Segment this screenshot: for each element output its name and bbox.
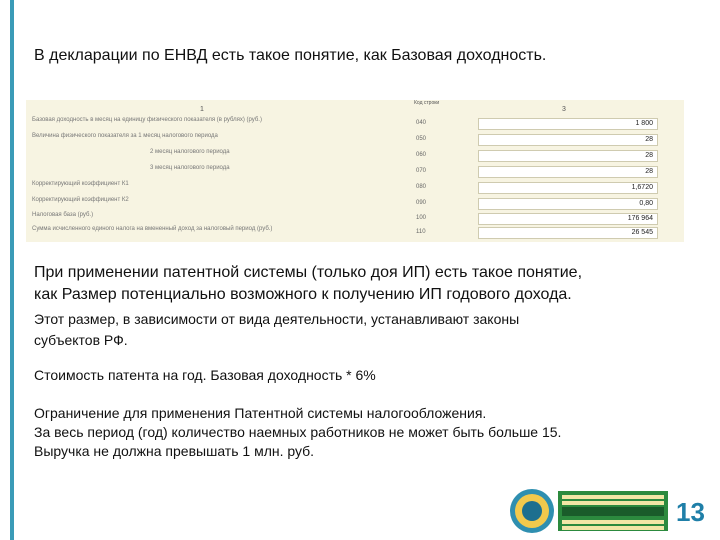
form-row-value: 28 <box>645 168 653 175</box>
company-emblem-icon <box>510 489 554 533</box>
form-row-label: Корректирующий коэффициент К1 <box>32 181 129 187</box>
slide-title: В декларации по ЕНВД есть такое понятие, как Базовая доходность. <box>34 47 547 64</box>
patent-cost-text: Стоимость патента на год. Базовая доходность * 6% <box>34 367 376 383</box>
form-row-value: 1,6720 <box>631 184 653 191</box>
form-row-box <box>478 227 658 239</box>
form-row <box>26 181 684 196</box>
form-row <box>26 149 684 164</box>
form-row-code: 080 <box>416 184 427 190</box>
form-row-box <box>478 118 658 130</box>
patent-intro-text <box>34 262 684 306</box>
form-row-label: Корректирующий коэффициент К2 <box>32 197 129 203</box>
company-logo <box>510 489 668 533</box>
declaration-form-image <box>26 100 684 242</box>
form-row <box>26 133 684 148</box>
form-row-label: 2 месяц налогового периода <box>150 149 230 155</box>
form-row-code: 110 <box>416 229 426 235</box>
limits-text <box>34 404 684 461</box>
regional-laws-text <box>34 309 684 351</box>
logo-plate <box>558 491 668 531</box>
form-row-code: 100 <box>416 215 427 221</box>
form-row-label: Налоговая база (руб.) <box>32 212 94 218</box>
form-row-label: Базовая доходность в месяц на единицу физического показателя (в рублях) (руб.) <box>32 117 262 123</box>
form-row-label: 3 месяц налогового периода <box>150 165 230 171</box>
form-row-box <box>478 182 658 194</box>
form-row-value: 26 545 <box>631 229 653 236</box>
form-row-code: 040 <box>416 120 427 126</box>
form-row-value: 0,80 <box>639 200 653 207</box>
form-row-value: 1 800 <box>635 120 653 127</box>
form-row-box <box>478 134 658 146</box>
form-row-box <box>478 166 658 178</box>
text-line: Этот размер, в зависимости от вида деятельности, устанавливают законы <box>34 311 520 327</box>
form-row <box>26 212 684 227</box>
form-header-col2: Код строки <box>414 100 440 106</box>
page-number: 13 <box>676 497 705 527</box>
form-row-code: 050 <box>416 136 427 142</box>
form-row <box>26 197 684 212</box>
text-line: Ограничение для применения Патентной системы налогообложения. <box>34 405 487 421</box>
form-row-code: 070 <box>416 168 427 174</box>
form-row-value: 176 964 <box>627 215 653 222</box>
text-line: При применении патентной системы (только доя ИП) есть такое понятие, <box>34 264 583 281</box>
form-row-box <box>478 150 658 162</box>
form-row-box <box>478 213 658 225</box>
text-line: субъектов РФ. <box>34 332 128 348</box>
accent-bar <box>10 0 14 540</box>
form-row-box <box>478 198 658 210</box>
form-row-value: 28 <box>645 152 653 159</box>
form-row-label: Сумма исчисленного единого налога на вмененный доход за налоговый период (руб.) <box>32 226 273 232</box>
form-row <box>26 117 684 132</box>
form-row-label: Величина физического показателя за 1 месяц налогового периода <box>32 133 218 139</box>
text-line: Выручка не должна превышать 1 млн. руб. <box>34 443 315 459</box>
form-row-code: 090 <box>416 200 427 206</box>
text-line: За весь период (год) количество наемных работников не может быть больше 15. <box>34 424 562 440</box>
form-row-code: 060 <box>416 152 427 158</box>
form-header-col3: 3 <box>562 106 566 113</box>
form-header-col1: 1 <box>200 106 204 113</box>
form-row <box>26 226 684 241</box>
form-row-value: 28 <box>645 136 653 143</box>
form-row <box>26 165 684 180</box>
text-line: как Размер потенциально возможного к получению ИП годового дохода. <box>34 286 572 303</box>
